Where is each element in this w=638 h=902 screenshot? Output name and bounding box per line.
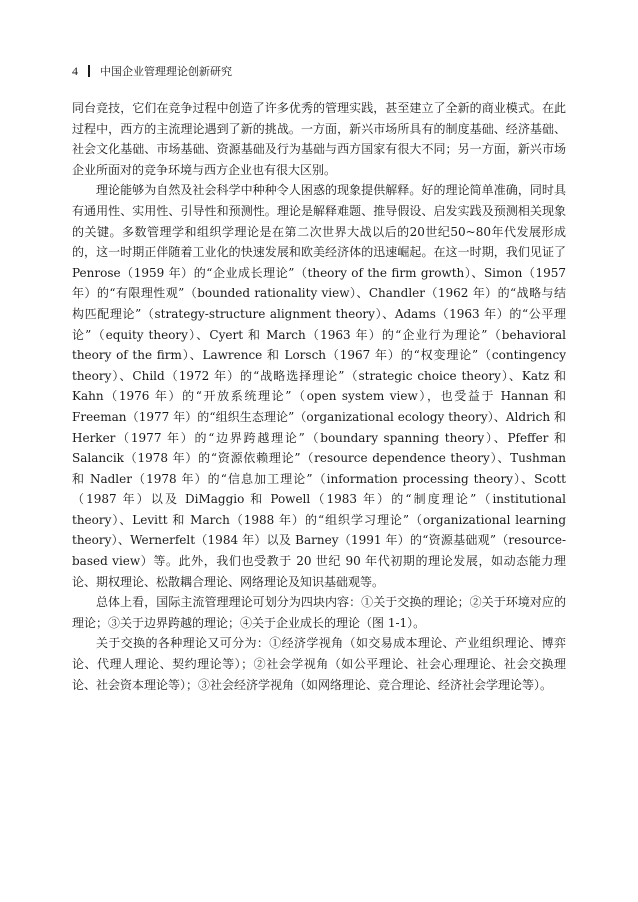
book-title: 中国企业管理理论创新研究 — [100, 65, 232, 78]
paragraph-4: 关于交换的各种理论又可分为：①经济学视角（如交易成本理论、产业组织理论、博弈论、代理人理论、契约理论等）；②社会学视角（如公平理论、社会心理理论、社会交换理论、社会资本理论等）；③社会经济学视角（如网络理论、竞合理论、经济社会学理论等）。 — [72, 636, 566, 692]
body-text — [72, 98, 566, 695]
page-number: 4 — [72, 63, 78, 78]
paragraph-1: 同台竞技，它们在竞争过程中创造了许多优秀的管理实践，甚至建立了全新的商业模式。在此过程中，西方的主流理论遇到了新的挑战。一方面，新兴市场所具有的制度基础、经济基础、社会文化基础、市场基础、资源基础及行为基础与西方国家有很大不同；另一方面，新兴市场企业所面对的竞争环境与西方企业也有很大区别。 — [72, 101, 566, 177]
running-header — [72, 62, 232, 80]
paragraph-2: 理论能够为自然及社会科学中种种令人困惑的现象提供解释。好的理论简单准确，同时具有通用性、实用性、引导性和预测性。理论是解释难题、推导假设、启发实践及预测相关现象的关键。多数管理学和组织学理论是在第二次世界大战以后的20世纪50~80年代发展形成的，这一时期正伴随着工业化的快速发展和欧美经济体的迅速崛起。在这一时期，我们见证了 Penrose（1959 年）的“企业成长理论”（theory of the firm growth）、Simon（1957 年）的“有限理性观”（bounded rationality view）、Chandler（1962 年）的“战略与结构匹配理论”（strategy-structure alignment theory）、Adams（1963 年）的“公平理论”（equity theory）、Cyert 和 March（1963 年）的“企业行为理论”（behavioral theory of the firm）、Lawrence 和 Lorsch（1967 年）的“权变理论”（contingency theory）、Child（1972 年）的“战略选择理论”（strategic choice theory）、Katz 和 Kahn（1976 年）的“开放系统理论”（open system view），也受益于 Hannan 和 Freeman（1977 年）的“组织生态理论”（organizational ecology theory）、Aldrich 和 Herker（1977 年）的“边界跨越理论”（boundary spanning theory）、Pfeffer 和 Salancik（1978 年）的“资源依赖理论”（resource dependence theory）、Tushman 和 Nadler（1978 年）的“信息加工理论”（information processing theory）、Scott（1987 年）以及 DiMaggio 和 Powell（1983 年）的“制度理论”（institutional theory）、Levitt 和 March（1988 年）的“组织学习理论”（organizational learning theory）、Wernerfelt（1984 年）以及 Barney（1991 年）的“资源基础观”（resource-based view）等。此外，我们也受教于 20 世纪 90 年代初期的理论发展，如动态能力理论、期权理论、松散耦合理论、网络理论及知识基础观等。 — [72, 183, 566, 589]
header-separator — [88, 65, 90, 77]
paragraph-3: 总体上看，国际主流管理理论可划分为四块内容：①关于交换的理论；②关于环境对应的理论；③关于边界跨越的理论；④关于企业成长的理论（图 1-1）。 — [72, 595, 566, 630]
